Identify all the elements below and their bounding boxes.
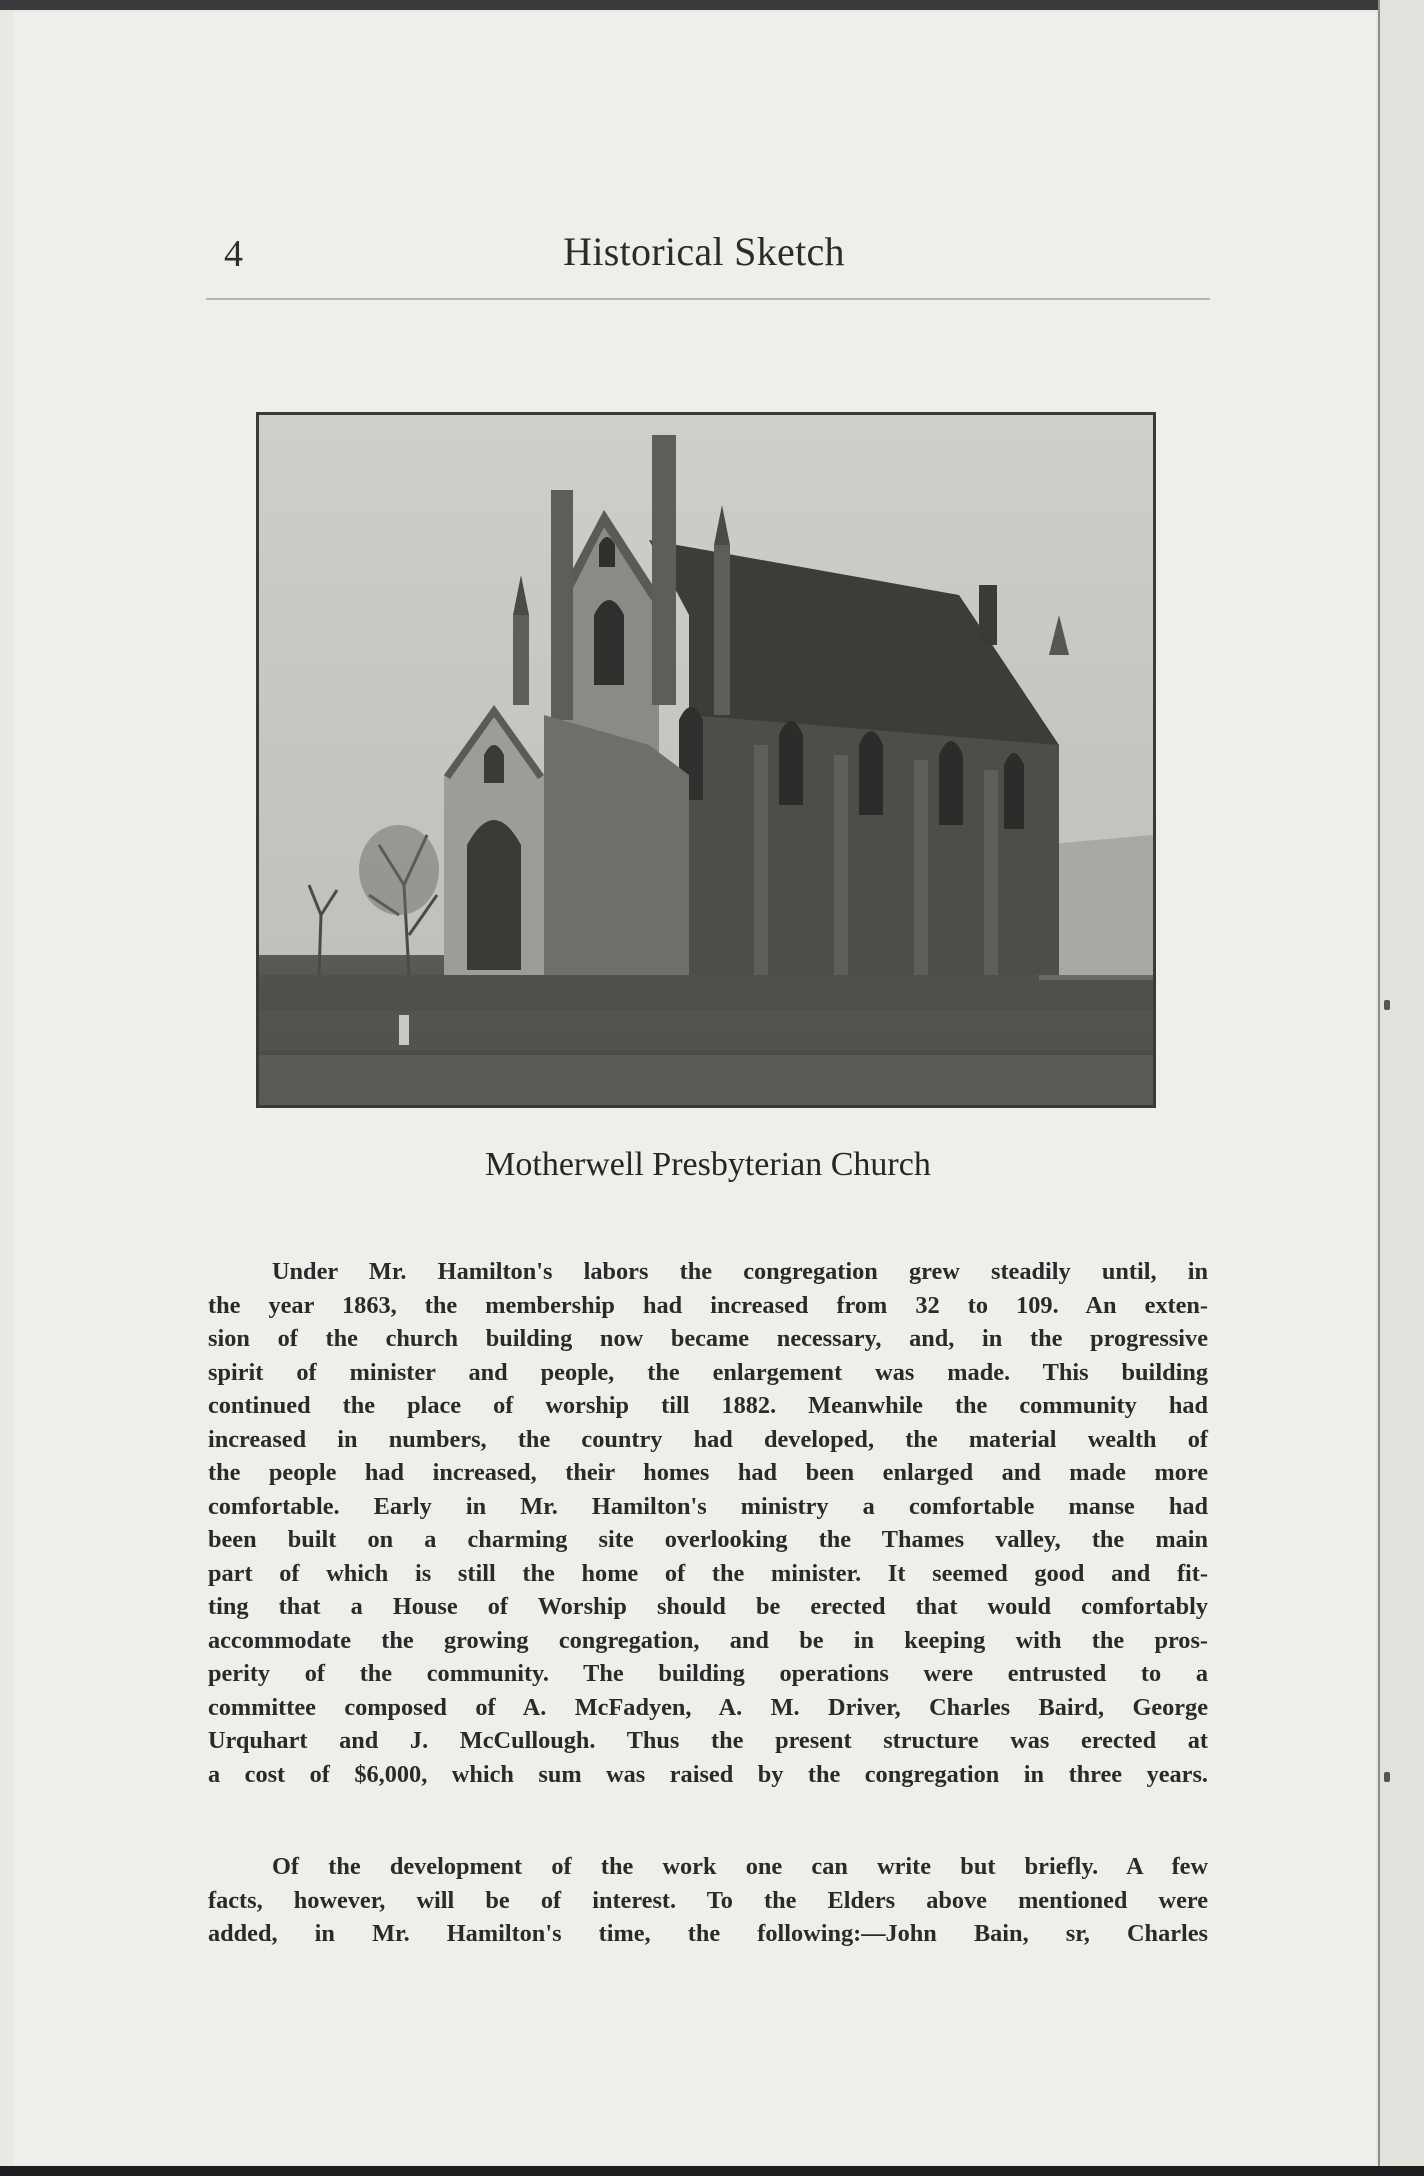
text-line: comfortable. Early in Mr. Hamilton's ministry a comfortable manse had — [208, 1492, 1208, 1520]
text-line: sion of the church building now became necessary, and, in the progressive — [208, 1325, 1208, 1352]
text-line: a cost of $6,000, which sum was raised by the congregation in three years. — [208, 1760, 1208, 1788]
church-photograph-image — [259, 415, 1153, 1105]
running-header — [200, 218, 1208, 288]
running-title: Historical Sketch — [563, 229, 845, 274]
text-line: part of which is still the home of the minister. It seemed good and fit- — [208, 1559, 1208, 1587]
text-line: Under Mr. Hamilton's labors the congregation grew steadily until, in — [272, 1258, 1208, 1285]
scan-top-edge — [0, 0, 1424, 10]
adjacent-page-edge — [1378, 0, 1424, 2176]
text-line: perity of the community. The building operations were entrusted to a — [208, 1660, 1208, 1687]
edge-mark — [1384, 1000, 1390, 1010]
header-rule — [206, 298, 1210, 300]
text-line: continued the place of worship till 1882. Meanwhile the community had — [208, 1392, 1208, 1419]
scan-bottom-edge — [0, 2166, 1424, 2176]
text-line: facts, however, will be of interest. To the Elders above mentioned were — [208, 1886, 1208, 1914]
text-line: committee composed of A. McFadyen, A. M. Driver, Charles Baird, George — [208, 1693, 1208, 1721]
text-line: been built on a charming site overlooking the Thames valley, the main — [208, 1526, 1208, 1553]
paragraph-2 — [208, 1850, 1208, 1951]
figure-caption: Motherwell Presbyterian Church — [485, 1146, 931, 1183]
text-line: the people had increased, their homes had been enlarged and made more — [208, 1459, 1208, 1486]
text-line: Of the development of the work one can write but briefly. A few — [272, 1853, 1208, 1880]
text-line: added, in Mr. Hamilton's time, the following:—John Bain, sr, Charles — [208, 1920, 1208, 1947]
text-line: increased in numbers, the country had developed, the material wealth of — [208, 1425, 1208, 1453]
text-line: spirit of minister and people, the enlargement was made. This building — [208, 1358, 1208, 1386]
paragraph-1 — [208, 1255, 1208, 1791]
text-line: the year 1863, the membership had increased from 32 to 109. An exten- — [208, 1291, 1208, 1319]
church-photograph — [256, 412, 1156, 1108]
text-line: accommodate the growing congregation, and be in keeping with the pros- — [208, 1626, 1208, 1654]
text-line: ting that a House of Worship should be erected that would comfortably — [208, 1593, 1208, 1620]
page-number: 4 — [224, 233, 243, 275]
edge-mark — [1384, 1772, 1390, 1782]
text-line: Urquhart and J. McCullough. Thus the present structure was erected at — [208, 1727, 1208, 1754]
